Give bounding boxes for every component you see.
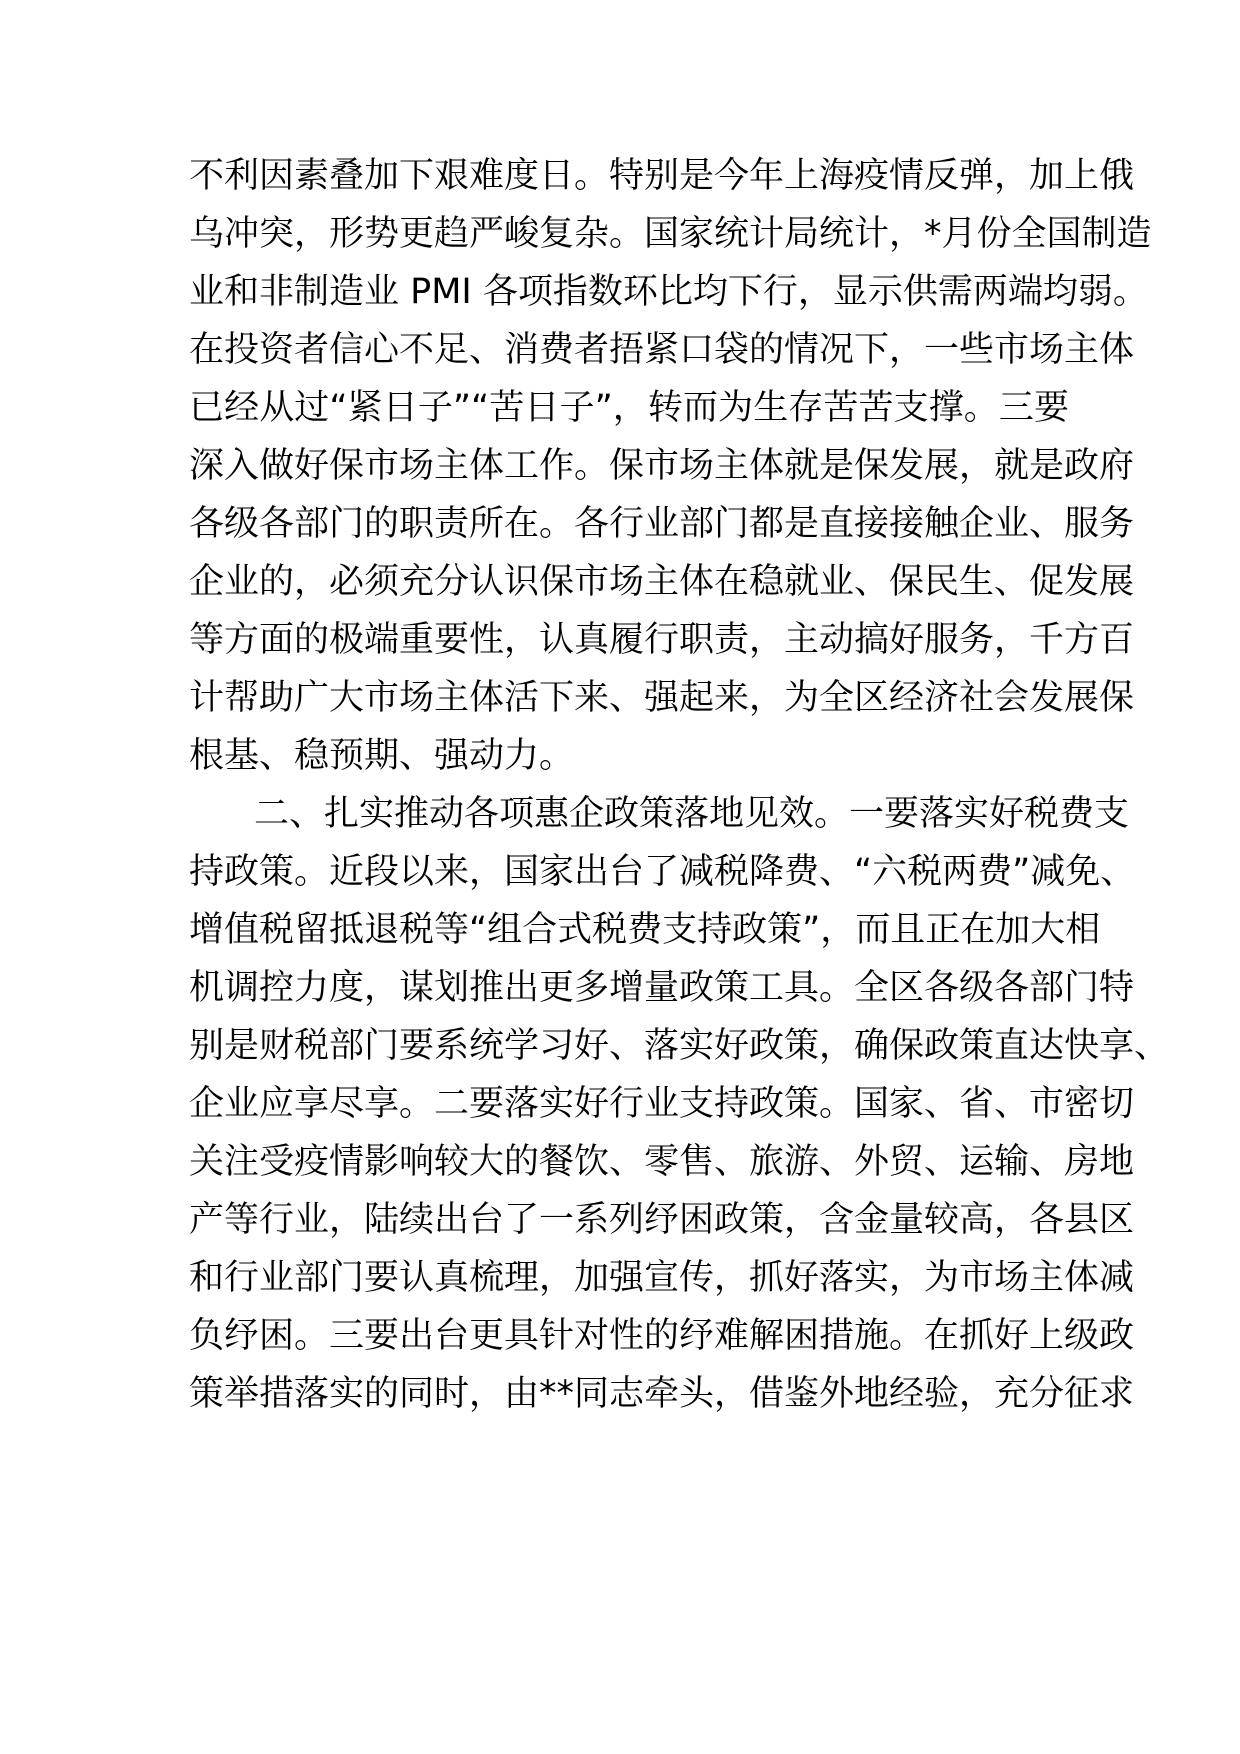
text-line-14: 增值税留抵退税等“组合式税费支持政策”，而且正在加大相 <box>189 910 1101 950</box>
text-line-4: 在投资者信心不足、消费者捂紧口袋的情况下，一些市场主体 <box>189 330 1135 370</box>
text-line-16: 别是财税部门要系统学习好、落实好政策，确保政策直达快享、 <box>189 1026 1170 1066</box>
text-line-21: 负纾困。三要出台更具针对性的纾难解困措施。在抓好上级政 <box>189 1316 1135 1356</box>
text-line-10: 计帮助广大市场主体活下来、强起来，为全区经济社会发展保 <box>189 678 1135 718</box>
text-line-11: 根基、稳预期、强动力。 <box>189 736 575 776</box>
text-line-3: 业和非制造业 PMI 各项指数环比均下行，显示供需两端均弱。 <box>189 272 1148 312</box>
text-line-22: 策举措落实的同时，由**同志牵头，借鉴外地经验，充分征求 <box>189 1374 1135 1414</box>
text-line-2: 乌冲突，形势更趋严峻复杂。国家统计局统计，*月份全国制造 <box>189 214 1152 254</box>
text-line-12: 二、扎实推动各项惠企政策落地见效。一要落实好税费支 <box>254 794 1130 834</box>
text-line-13: 持政策。近段以来，国家出台了减税降费、“六税两费”减免、 <box>189 852 1136 892</box>
text-line-9: 等方面的极端重要性，认真履行职责，主动搞好服务，千方百 <box>189 620 1135 660</box>
text-line-19: 产等行业，陆续出台了一系列纾困政策，含金量较高，各县区 <box>189 1200 1135 1240</box>
text-line-6: 深入做好保市场主体工作。保市场主体就是保发展，就是政府 <box>189 446 1135 486</box>
text-line-15: 机调控力度，谋划推出更多增量政策工具。全区各级各部门特 <box>189 968 1135 1008</box>
text-line-18: 关注受疫情影响较大的餐饮、零售、旅游、外贸、运输、房地 <box>189 1142 1135 1182</box>
text-line-7: 各级各部门的职责所在。各行业部门都是直接接触企业、服务 <box>189 504 1135 544</box>
text-line-8: 企业的，必须充分认识保市场主体在稳就业、保民生、促发展 <box>189 562 1135 602</box>
text-line-5: 已经从过“紧日子”“苦日子”，转而为生存苦苦支撑。三要 <box>189 388 1069 428</box>
text-line-20: 和行业部门要认真梳理，加强宣传，抓好落实，为市场主体减 <box>189 1258 1135 1298</box>
text-line-1: 不利因素叠加下艰难度日。特别是今年上海疫情反弹，加上俄 <box>189 156 1135 196</box>
text-line-17: 企业应享尽享。二要落实好行业支持政策。国家、省、市密切 <box>189 1084 1135 1124</box>
